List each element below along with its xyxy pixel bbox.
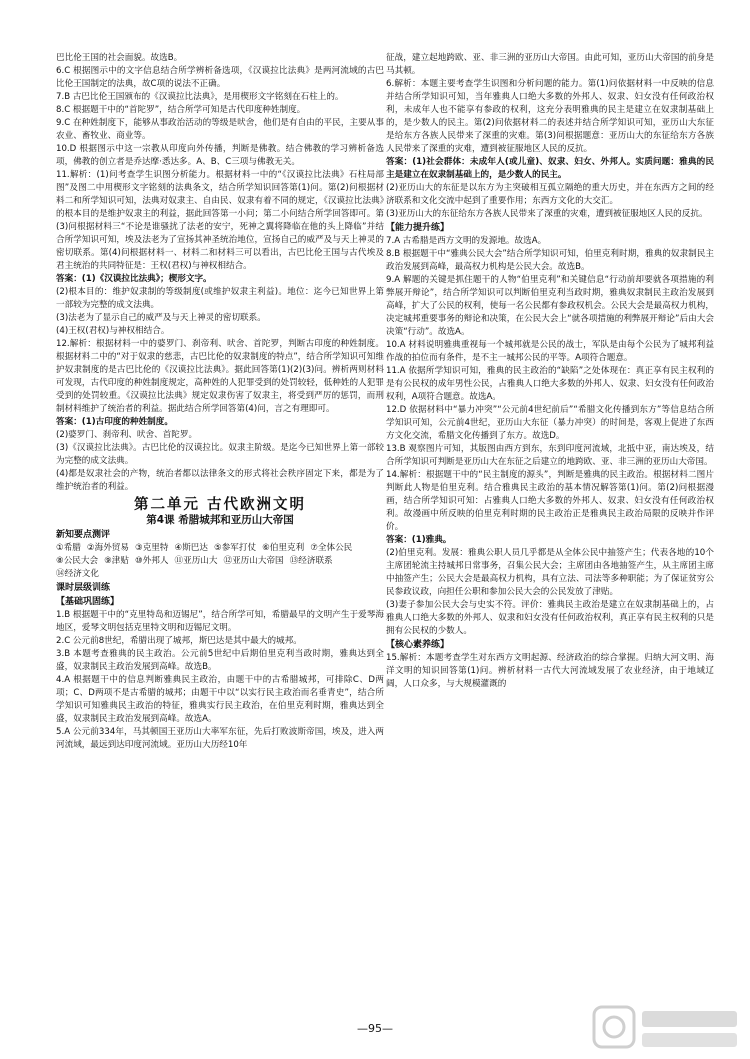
answer-item: 10.D 根据图示中这一宗教从印度向外传播，判断是佛教。结合佛教的学习辨析备选项，佛教的创立者是乔达摩·悉达多。A、B、C三项与佛教无关。 bbox=[56, 144, 384, 167]
answer-item: 13.B 观察图片可知，其版图由西方到东，东到印度河流域，北抵中亚，南达埃及，结合所学知识可判断是亚历山大在东征之后建立的地跨欧、亚、非三洲的亚历山大帝国。 bbox=[386, 444, 714, 467]
lesson-title: 第4课 希腊城邦和亚历山大帝国 bbox=[146, 514, 294, 526]
page-number: —95— bbox=[357, 1022, 393, 1035]
answer-line: (4)王权(君权)与神权相结合。 bbox=[56, 326, 170, 336]
watermark-logo bbox=[592, 1003, 742, 1055]
keyword-item: ⑫亚历山大帝国 bbox=[223, 556, 284, 566]
answer-12-block bbox=[56, 416, 384, 494]
keyword-list bbox=[56, 542, 384, 581]
keyword-item: ⑤参军打仗 bbox=[214, 543, 257, 553]
answer-line: (3)亚历山大的东征给东方各族人民带来了深重的灾难，遭到被征服地区人民的反抗。 bbox=[386, 209, 708, 219]
practice-heading: 课时层级训练 bbox=[56, 583, 111, 593]
answer-item: 征战，建立起地跨欧、亚、非三洲的亚历山大帝国。由此可知，亚历山大帝国的前身是马其顿。 bbox=[386, 53, 714, 76]
answer-item: 14.解析：根据题干中的“民主制度的源头”，判断是雅典的民主政治。根据材料二图片判断此人物是伯里克利。结合雅典民主政治的基本情况解答第(1)问。第(2)问根据漫画，结合所学知识可知：占雅典人口绝大多数的外邦人、奴隶、妇女没有任何政治权利。故漫画中所反映的伯里克利时期的民主政治正是雅典民主政治局限的反映并作评价。 bbox=[386, 470, 714, 532]
new-knowledge-heading: 新知要点测评 bbox=[56, 530, 111, 540]
answer-item: 15.解析：本题考查学生对东西方文明起源、经济政治的综合掌握。归纳大河文明、海洋文明的知识回答第(1)问。辨析材料一古代大河流域发展了农业经济，由于地域辽阔，人口众多，与大规模灌溉的 bbox=[386, 653, 714, 689]
keyword-item: ⑧公民大会 bbox=[56, 556, 99, 566]
right-answers-5-6 bbox=[386, 52, 714, 156]
keyword-item: ⑥伯里克利 bbox=[262, 543, 305, 553]
answer-item: 5.A 公元前334年，马其顿国王亚历山大率军东征，先后打败波斯帝国，埃及，进入两河流域，最远到达印度河流域。亚历山大历经10年 bbox=[56, 727, 384, 750]
ability-heading: 【能力提升练】 bbox=[386, 223, 450, 233]
answer-line: (3)妻子参加公民大会与史实不符。评价：雅典民主政治是建立在奴隶制基础上的，占雅典人口绝大多数的外邦人、奴隶和妇女没有任何政治权利，真正享有民主权利的只是拥有公民权的少数人。 bbox=[386, 600, 714, 636]
keyword-item: ⑪亚历山大 bbox=[174, 556, 218, 566]
unit-title: 第二单元 古代欧洲文明 bbox=[133, 497, 307, 513]
answer-item: 7.B 古巴比伦王国颁布的《汉谟拉比法典》，是用楔形文字铭刻在石柱上的。 bbox=[56, 92, 344, 102]
answer-item: 11.A 依据所学知识可知，雅典的民主政治的“缺陷”之处体现在：真正享有民主权利的是有公民权的成年男性公民，占雅典人口绝大多数的外邦人、奴隶、妇女没有任何政治权利，A项符合题意。故选A。 bbox=[386, 366, 714, 402]
keyword-item: ⑦全体公民 bbox=[310, 543, 353, 553]
answer-6-block bbox=[386, 156, 714, 221]
answer-line: (3)《汉谟拉比法典》。古巴比伦的汉谟拉比。奴隶主阶级。是迄今已知世界上第一部较为完整的成文法典。 bbox=[56, 443, 384, 466]
answer-11-block bbox=[56, 273, 384, 338]
answer-item: 12.D 依据材料中“暴力冲突”“公元前4世纪前后”“希腊文化传播到东方”等信息结合所学知识可知，公元前4世纪，亚历山大东征（暴力冲突）的时间是，客观上促进了东西方文化交流，希腊文化传播到了东方。故选D。 bbox=[386, 405, 714, 441]
answer-14-block bbox=[386, 534, 714, 638]
answer-line: (2)伯里克利。发展：雅典公职人员几乎都是从全体公民中抽签产生；代表各地的10个主席团轮流主持城邦日常事务，召集公民大会；主席团由各地抽签产生，从主席团主席中抽签产生；公民大会是最高权力机构，具有立法、司法等多种职能；为了保证贫穷公民参政议政，向担任公职和参加公民大会的公民发放了津贴。 bbox=[386, 548, 714, 597]
answer-item: 4.A 根据题干中的信息判断雅典民主政治，由题干中的古希腊城邦，可排除C、D两项；C、D两项不是古希腊的城邦；由题干中以“以实行民主政治而名垂青史”，结合所学知识可知雅典民主政治的特征，雅典实行民主政治，在伯里克利时期，雅典达到全盛，奴隶制民主政治发展到高峰。故选A。 bbox=[56, 675, 384, 724]
right-column bbox=[386, 52, 714, 691]
answer-item: 11.解析：(1)问考查学生识图分析能力。根据材料一中的“《汉谟拉比法典》石柱局部图”及图二中用楔形文字铭刻的法典条文，结合所学知识回答第(1)问。第(2)问根据材料二和所学知识可知，法典对奴隶主、自由民、奴隶有着不同的规定，《汉谟拉比法典》的根本目的是维护奴隶主的利益，据此回答第一小问；第二小问结合所学回答即可。第(3)问根据材料三“不论是谁骚扰了法老的安宁，死神之翼将降临在他的头上降临”并结合所学知识可知，埃及法老为了宣扬其神圣统治地位，宣扬自己的威严及与天上神灵的密切联系。第(4)问根据材料一、材料二和材料三可以看出，古巴比伦王国与古代埃及君主统治的共同特征是：王权(君权)与神权相结合。 bbox=[56, 170, 384, 271]
keyword-item: ⑭经济文化 bbox=[56, 569, 99, 579]
answer-line: 答案：(1)《汉谟拉比法典》；楔形文字。 bbox=[56, 274, 212, 284]
answer-item: 9.A 解题的关键是抓住题干的人物“伯里克利”和关键信息“行动前却要就各项措施的利弊展开辩论”，结合所学知识可以判断伯里克利当政时期，雅典奴隶制民主政治发展到高峰，扩大了公民的权利，使每一名公民都有参政权机会。公民大会是最高权力机构，决定城邦重要事务的辩论和决策，在公民大会上“就各项措施的利弊展开辩论”后由大会决策“行动”。故选A。 bbox=[386, 275, 714, 337]
keyword-item: ⑬经济联系 bbox=[289, 556, 333, 566]
answer-item: 6.C 根据图示中的文字信息结合所学辨析备选项，《汉谟拉比法典》是两河流域的古巴比伦王国制定的法典，故C项的说法不正确。 bbox=[56, 66, 384, 89]
answer-item: 9.C 在种姓制度下，能够从事政治活动的等级是吠舍，他们是有自由的平民，主要从事农业、畜牧业、商业等。 bbox=[56, 118, 384, 141]
right-answer-15 bbox=[386, 652, 714, 691]
keyword-item: ②海外贸易 bbox=[86, 543, 129, 553]
answer-line: (2)亚历山大的东征是以东方为主突破相互孤立隔绝的重大历史，并在东西方之间的经济联系和文化交流中起到了重要作用；东西方文化的大交汇。 bbox=[386, 183, 714, 206]
keyword-item: ③克里特 bbox=[135, 543, 169, 553]
answer-item: 6.解析：本题主要考查学生识图和分析问题的能力。第(1)问依据材料一中反映的信息并结合所学知识可知，当年雅典人口绝大多数的外邦人、奴隶、妇女没有任何政治权利，未成年人也不能享有参政的权利，这充分表明雅典的民主是建立在奴隶制基础上的，是少数人的民主。第(2)问依据材料二的表述并结合所学知识可知，亚历山大东征是给东方各族人民带来了深重的灾难。第(3)问根据题意：亚历山大的东征给东方各族人民带来了深重的灾难，遭到被征服地区人民的反抗。 bbox=[386, 79, 714, 154]
keyword-item: ④斯巴达 bbox=[174, 543, 208, 553]
answer-line: (3)法老为了显示自己的威严及与天上神灵的密切联系。 bbox=[56, 313, 266, 323]
left-column bbox=[56, 52, 384, 752]
answer-item: 8.C 根据题干中的“首陀罗”，结合所学可知是古代印度种姓制度。 bbox=[56, 105, 306, 115]
analysis-12: 12.解析：根据材料一中的婆罗门、刹帝利、吠舍、首陀罗，判断古印度的种姓制度。根据材料二中的“对于奴隶的慈悲，古巴比伦的奴隶制度的特点”，结合所学知识可知维护奴隶制度的是古巴比伦的《汉谟拉比法典》。据此回答第(1)(2)(3)问。辨析两则材料可发现，古代印度的种姓制度规定，高种姓的人犯罪受到的处罚较轻，低种姓的人犯罪受到的处罚较重。《汉谟拉比法典》规定奴隶伤害了奴隶主，将受到严厉的惩罚，而刑制材料维护了统治者的利益。据此结合所学回答第(4)问，言之有理即可。 bbox=[56, 339, 384, 414]
answer-item: 7.A 古希腊是西方文明的发源地。故选A。 bbox=[386, 236, 547, 246]
answer-line: 答案：(1)古印度的种姓制度。 bbox=[56, 417, 173, 427]
left-answers-1-5 bbox=[56, 609, 384, 752]
core-heading: 【核心素养练】 bbox=[386, 640, 450, 650]
keyword-item: ①希腊 bbox=[56, 543, 81, 553]
basic-heading: 【基础巩固练】 bbox=[56, 597, 120, 607]
keyword-item: ⑩外邦人 bbox=[135, 556, 169, 566]
answer-item: 巴比伦王国的社会面貌。故选B。 bbox=[56, 53, 183, 63]
answer-item: 3.B 本题考查雅典的民主政治。公元前5世纪中后期伯里克利当政时期，雅典达到全盛，奴隶制民主政治发展到高峰。故选B。 bbox=[56, 649, 384, 672]
keyword-item: ⑨津贴 bbox=[104, 556, 129, 566]
answer-item: 8.B 根据题干中“雅典公民大会”结合所学知识可知，伯里克利时期，雅典的奴隶制民主政治发展到高峰，最高权力机构是公民大会。故选B。 bbox=[386, 249, 714, 272]
answer-line: 答案：(1)雅典。 bbox=[386, 535, 452, 545]
answer-line: 答案：(1)社会群体：未成年人(或儿童)、奴隶、妇女、外邦人。实质问题：雅典的民主是建立在奴隶制基础上的，是少数人的民主。 bbox=[386, 157, 714, 180]
answer-item: 1.B 根据题干中的“克里特岛和迈锡尼”，结合所学可知，希腊最早的文明产生于爱琴海地区，爱琴文明包括克里特文明和迈锡尼文明。 bbox=[56, 610, 384, 633]
right-answers-7-14 bbox=[386, 235, 714, 534]
left-answers-6-11 bbox=[56, 52, 384, 273]
answer-line: (2)婆罗门、刹帝利、吠舍、首陀罗。 bbox=[56, 430, 198, 440]
answer-line: (2)根本目的：维护奴隶制的等级制度(或维护奴隶主利益)。地位：迄今已知世界上第一部较为完整的成文法典。 bbox=[56, 287, 384, 310]
answer-item: 2.C 公元前8世纪，希腊出现了城邦，斯巴达是其中最大的城邦。 bbox=[56, 636, 302, 646]
answer-line: (4)都是奴隶社会的产物，统治者都以法律条文的形式将社会秩序固定下来，都是为了维护统治者的利益。 bbox=[56, 469, 384, 492]
answer-item: 10.A 材料说明雅典重视每一个城邦就是公民的战士，军队是由每个公民为了城邦利益作战的拍位而有条件，是不主一城邦公民的平等。A项符合题意。 bbox=[386, 340, 714, 363]
